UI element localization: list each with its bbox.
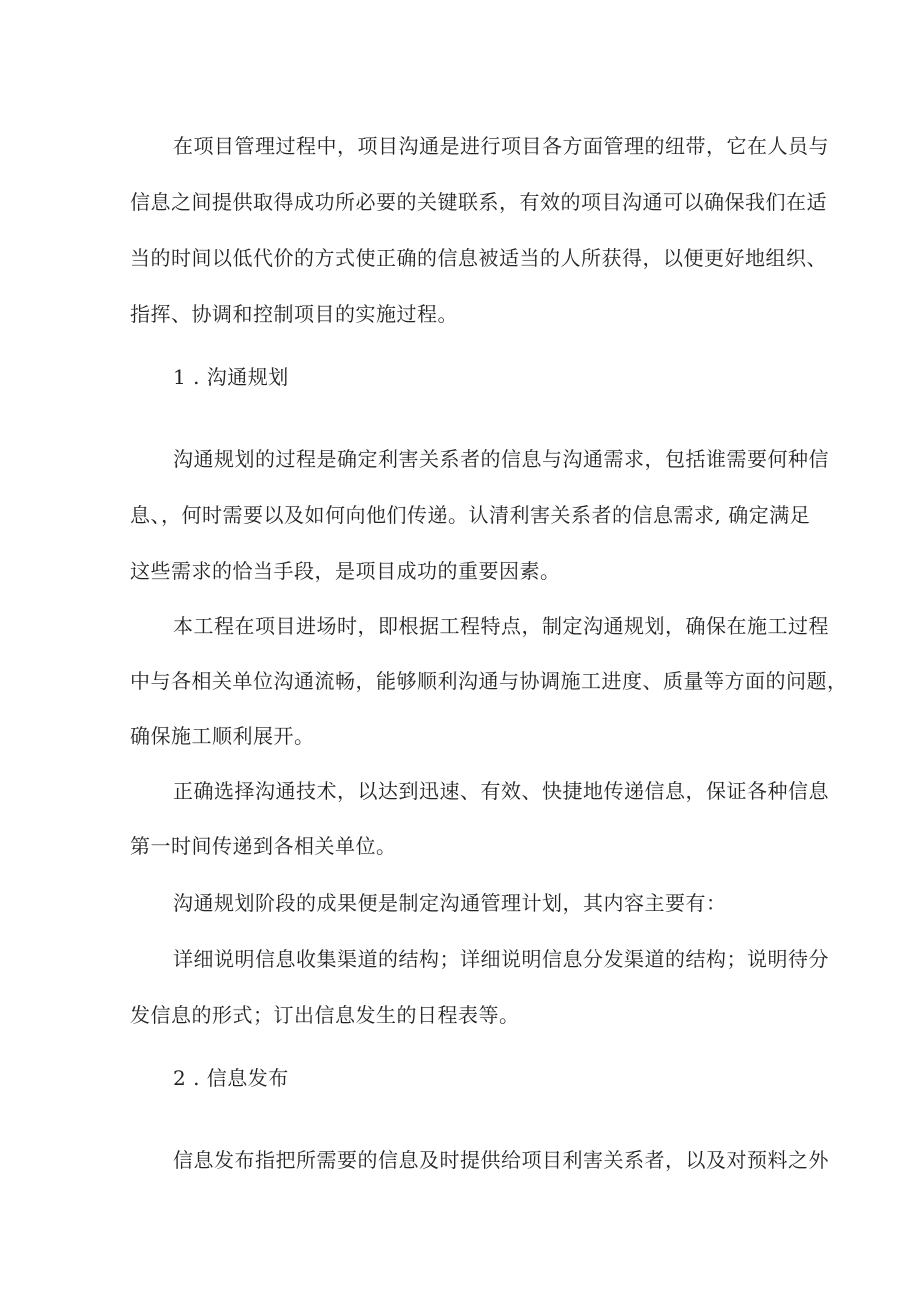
section-heading: 2 . 信息发布 [173, 1066, 289, 1090]
paragraph-line: 指挥、协调和控制项目的实施过程。 [130, 302, 458, 326]
paragraph-line: 详细说明信息收集渠道的结构；详细说明信息分发渠道的结构；说明待分 [173, 947, 829, 971]
paragraph-line: 沟通规划阶段的成果便是制定沟通管理计划，其内容主要有： [173, 891, 727, 915]
paragraph-line: 在项目管理过程中，项目沟通是进行项目各方面管理的纽带，它在人员与 [173, 134, 829, 158]
paragraph-line: 中与各相关单位沟通流畅，能够顺利沟通与协调施工进度、质量等方面的问题， [130, 669, 848, 693]
paragraph-line: 确保施工顺利展开。 [130, 724, 315, 748]
paragraph-line: 正确选择沟通技术，以达到迅速、有效、快捷地传递信息，保证各种信息 [173, 779, 829, 803]
paragraph-line: 信息发布指把所需要的信息及时提供给项目利害关系者，以及对预料之外 [173, 1148, 829, 1172]
paragraph-line: 当的时间以低代价的方式使正确的信息被适当的人所获得，以便更好地组织、 [130, 246, 827, 270]
section-heading: 1 . 沟通规划 [173, 365, 289, 389]
paragraph-line: 本工程在项目进场时，即根据工程特点，制定沟通规划，确保在施工过程 [173, 614, 829, 638]
paragraph-line: 沟通规划的过程是确定利害关系者的信息与沟通需求，包括谁需要何种信 [173, 447, 829, 471]
paragraph-line: 这些需求的恰当手段，是项目成功的重要因素。 [130, 559, 561, 583]
paragraph-line: 第一时间传递到各相关单位。 [130, 834, 397, 858]
paragraph-line: 信息之间提供取得成功所必要的关键联系，有效的项目沟通可以确保我们在适 [130, 190, 827, 214]
paragraph-line: 息、，何时需要以及如何向他们传递。认清利害关系者的信息需求, 确定满足 [130, 503, 811, 527]
paragraph-line: 发信息的形式；订出信息发生的日程表等。 [130, 1003, 520, 1027]
